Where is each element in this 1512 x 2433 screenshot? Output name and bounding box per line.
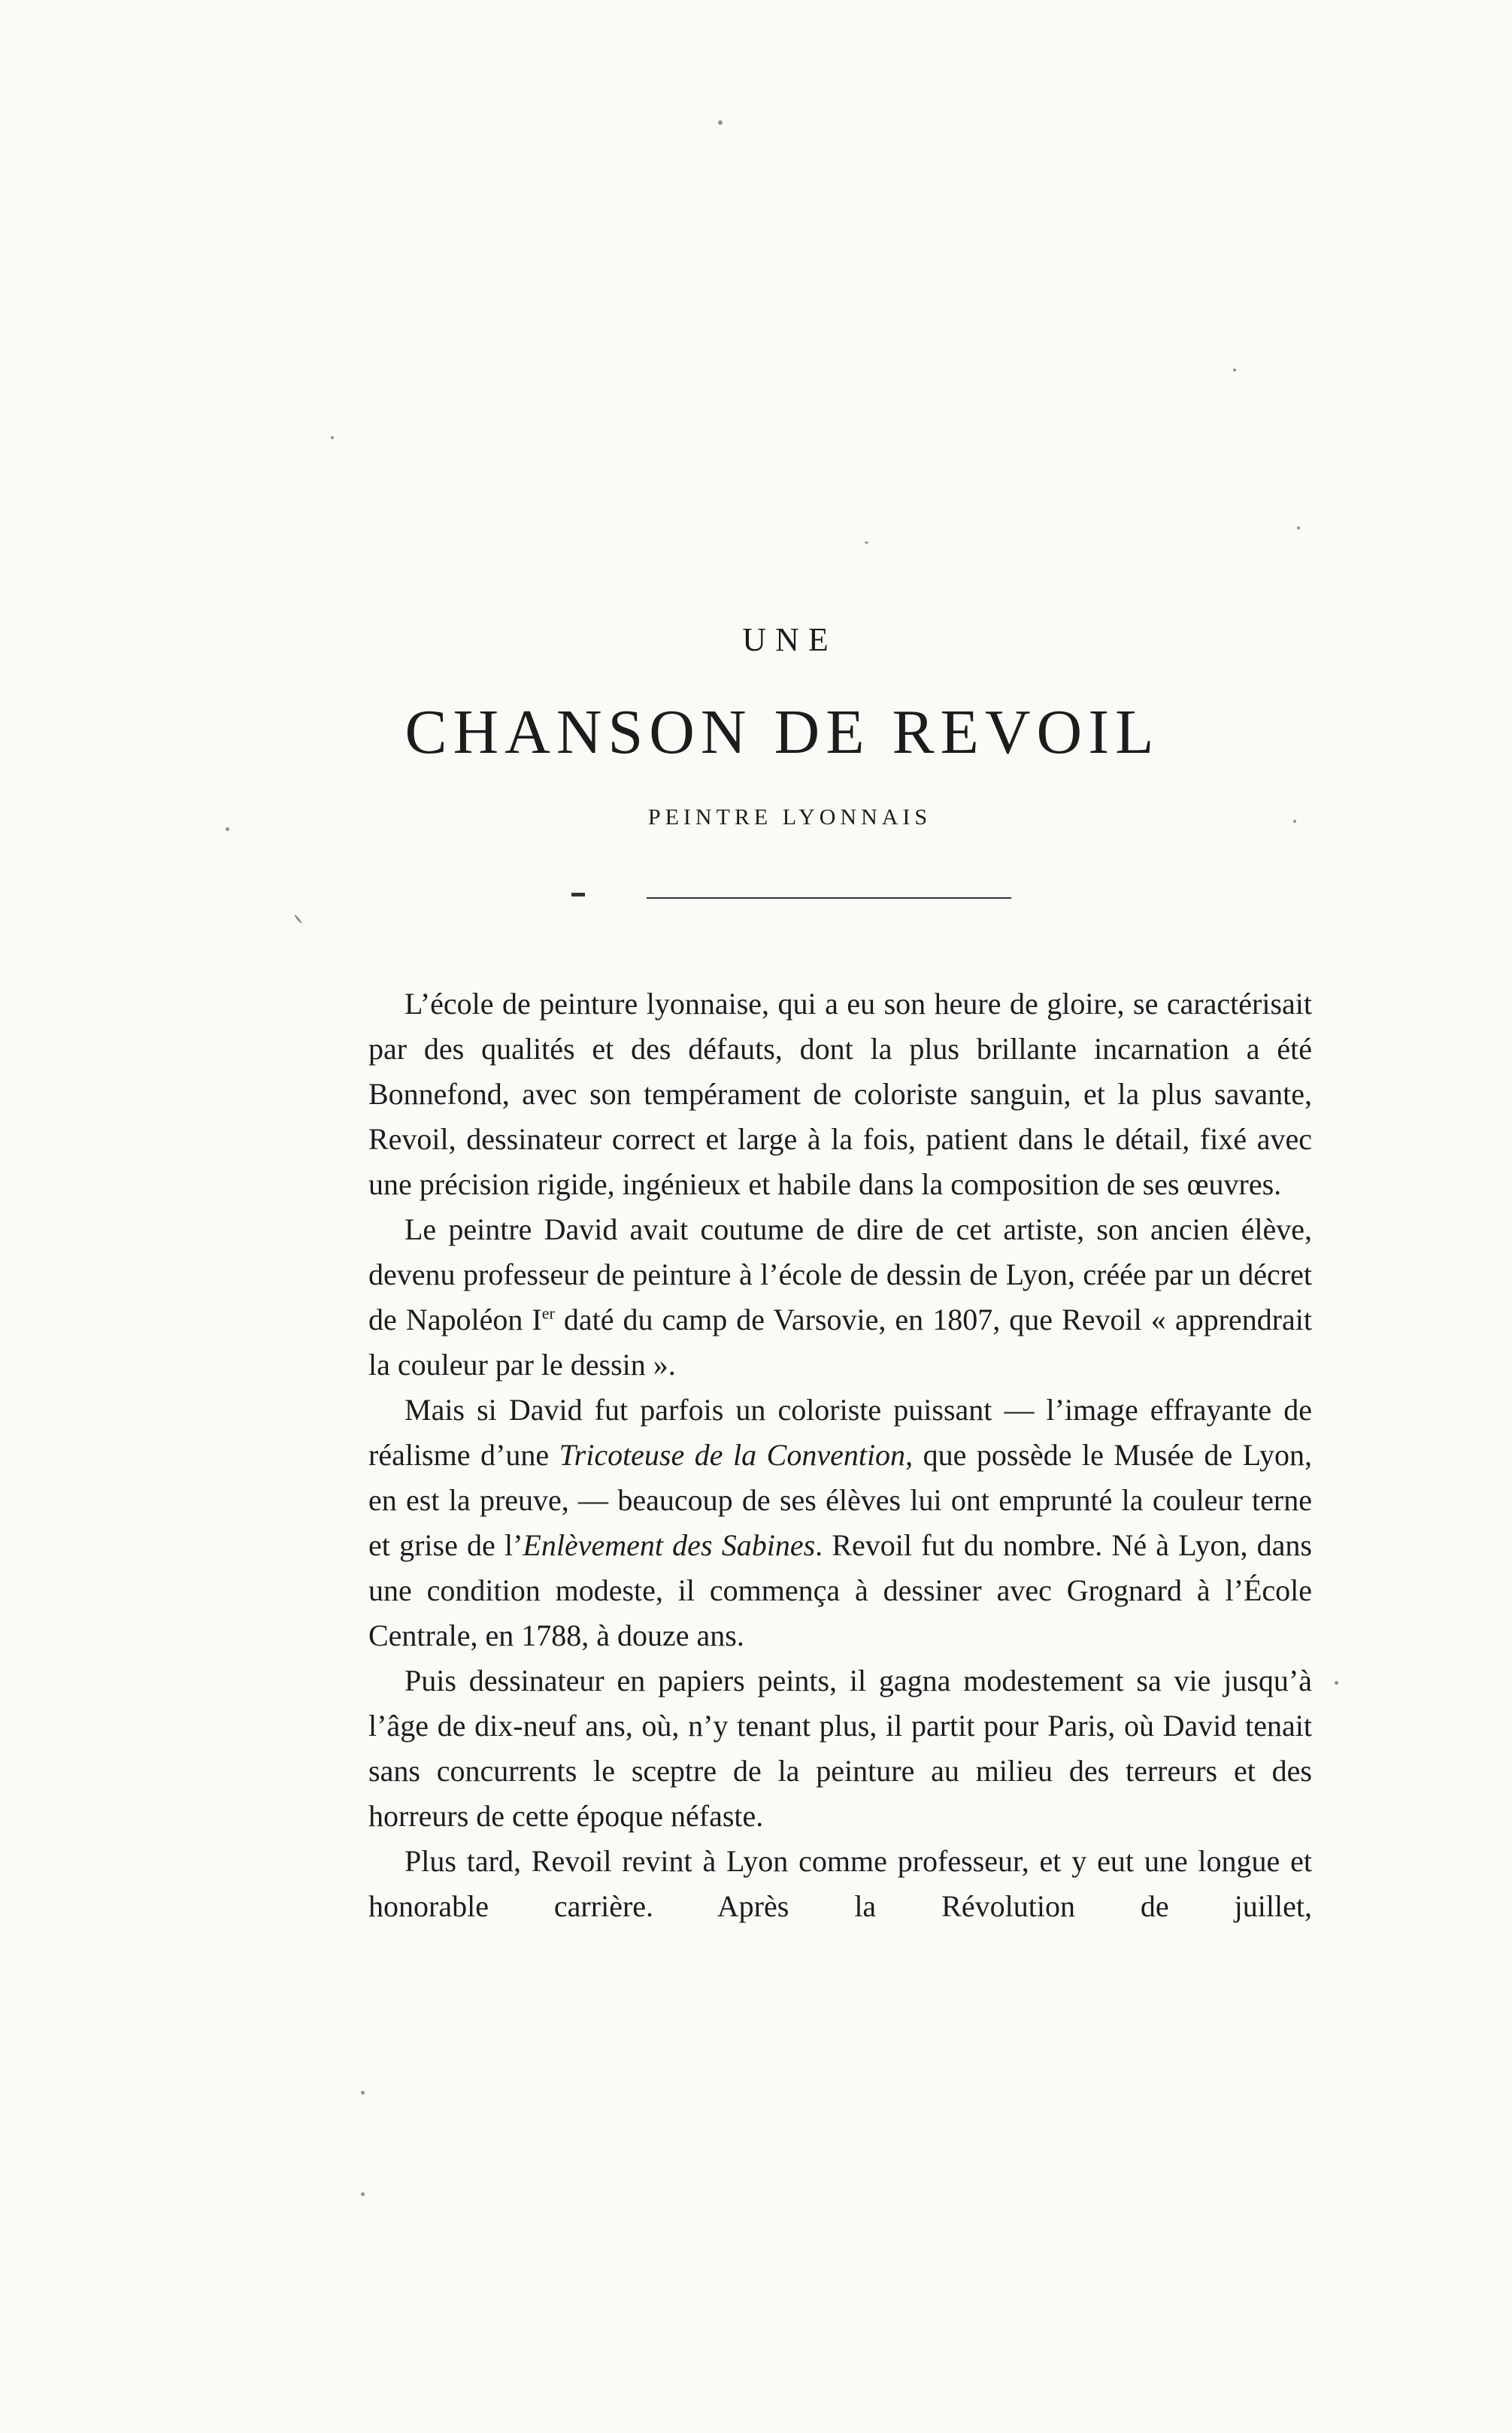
heading-une: UNE	[742, 621, 838, 658]
divider-mark	[571, 893, 585, 896]
italic-tricoteuse: Tricoteuse de la Convention	[559, 1438, 906, 1472]
scan-speck	[1335, 1681, 1338, 1685]
paragraph-5: Plus tard, Revoil revint à Lyon comme professeur, et y eut une longue et honorable carrière. Après la Révolution de juillet,	[368, 1844, 1312, 1923]
paragraph-1: L’école de peinture lyonnaise, qui a eu son heure de gloire, se caractérisait par des qualités et des défauts, dont la plus brillante incarnation a été Bonnefond, avec son tempérament de coloriste sanguin, et la plus savante, Revoil, dessinateur correct et large à la fois, patient dans le détail, fixé avec une précision rigide, ingénieux et habile dans la composition de ses œuvres.	[368, 987, 1312, 1201]
scan-speck	[1297, 526, 1300, 529]
paragraph-3-text-b: , que possède le Musée de Lyon, en est la preuve, — beaucoup de ses élèves lui ont emprunté la couleur terne et grise de l’	[368, 1438, 1312, 1562]
page-title: CHANSON DE REVOIL	[405, 697, 1160, 767]
italic-enlevement: Enlèvement des Sabines	[523, 1528, 816, 1562]
paragraph-3	[368, 1388, 1312, 1658]
scan-speck	[331, 436, 334, 439]
paragraph-2-text-b: daté du camp de Varsovie, en 1807, que Revoil « apprendrait la couleur par le dessin ».	[368, 1303, 1312, 1382]
scan-speck	[361, 2192, 365, 2196]
paragraph-3-text-a: Mais si David fut parfois un coloriste puissant — l’image effrayante de réalisme d’une	[368, 1393, 1312, 1472]
divider-rule	[647, 897, 1011, 899]
scan-speck	[865, 542, 868, 544]
page-subtitle: PEINTRE LYONNAIS	[647, 805, 932, 830]
scan-speck	[361, 2091, 365, 2095]
scan-speck	[294, 915, 302, 924]
scan-speck	[718, 120, 723, 125]
paragraph-3-text-c: . Revoil fut du nombre. Né à Lyon, dans une condition modeste, il commença à dessiner avec Grognard à l’École Centrale, en 1788, à douze ans.	[368, 1528, 1312, 1652]
article-body	[368, 981, 1312, 1929]
scan-speck	[1233, 369, 1236, 372]
superscript-er: er	[541, 1303, 555, 1323]
paragraph-2-text-a: Le peintre David avait coutume de dire de cet artiste, son ancien élève, devenu professeur de peinture à l’école de dessin de Lyon, créée par un décret de Napoléon I	[368, 1212, 1312, 1336]
paragraph-4: Puis dessinateur en papiers peints, il gagna modestement sa vie jusqu’à l’âge de dix-neuf ans, où, n’y tenant plus, il partit pour Paris, où David tenait sans concurrents le sceptre de la peinture au milieu des terreurs et des horreurs de cette époque néfaste.	[368, 1664, 1312, 1833]
paragraph-2	[368, 1207, 1312, 1388]
